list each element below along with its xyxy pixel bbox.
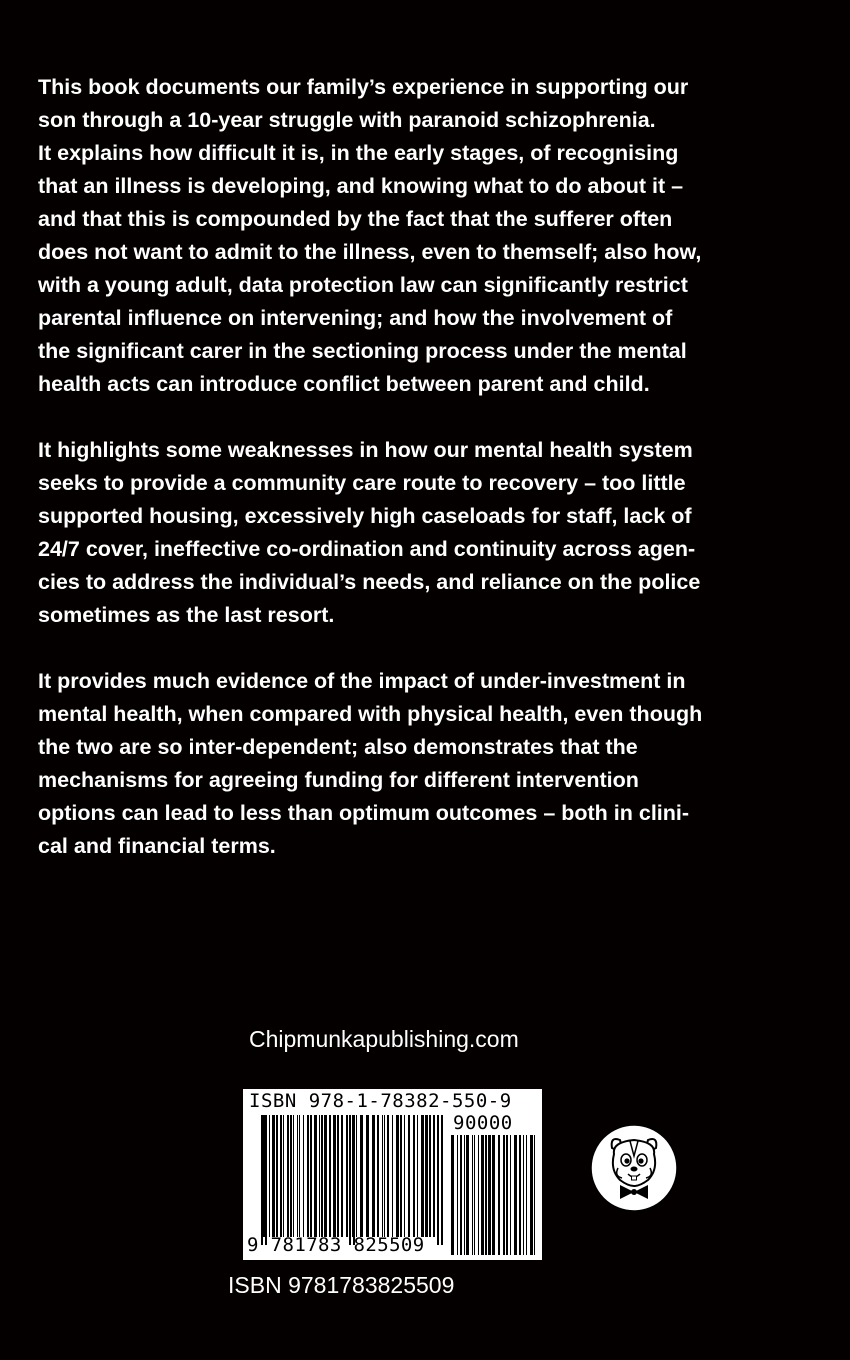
blurb-line: health acts can introduce conflict between parent and child. <box>38 372 650 396</box>
blurb-line: supported housing, excessively high caseloads for staff, lack of <box>38 504 692 528</box>
blurb-line: with a young adult, data protection law can significantly restrict <box>38 273 688 297</box>
blurb-line: the two are so inter-dependent; also demonstrates that the <box>38 735 638 759</box>
blurb-line: It provides much evidence of the impact of under-investment in <box>38 669 686 693</box>
blurb-line: parental influence on intervening; and how the involvement of <box>38 306 673 330</box>
isbn-text: ISBN 9781783825509 <box>228 1272 455 1298</box>
blurb-line: and that this is compounded by the fact that the sufferer often <box>38 207 673 231</box>
blurb-line: does not want to admit to the illness, even to themself; also how, <box>38 240 702 264</box>
blurb-line: that an illness is developing, and knowing what to do about it – <box>38 174 684 198</box>
blurb-line: mental health, when compared with physical health, even though <box>38 702 703 726</box>
blurb-line: cal and financial terms. <box>38 834 276 858</box>
blurb-line: son through a 10-year struggle with paranoid schizophrenia. <box>38 108 656 132</box>
blurb-line: It highlights some weaknesses in how our mental health system <box>38 438 693 462</box>
blurb-paragraph-1 <box>38 71 778 401</box>
barcode-isbn-label: ISBN 978-1-78382-550-9 <box>249 1090 512 1112</box>
isbn-barcode <box>243 1089 542 1260</box>
chipmunk-logo-icon <box>590 1124 678 1212</box>
blurb-line: cies to address the individual’s needs, and reliance on the police <box>38 570 701 594</box>
publisher-website[interactable]: Chipmunkapublishing.com <box>249 1026 519 1052</box>
barcode-digits: 9 781783 825509 <box>247 1234 425 1256</box>
blurb-line: sometimes as the last resort. <box>38 603 335 627</box>
blurb-text <box>38 71 778 896</box>
blurb-line: It explains how difficult it is, in the early stages, of recognising <box>38 141 679 165</box>
blurb-line: mechanisms for agreeing funding for different intervention <box>38 768 639 792</box>
blurb-line: seeks to provide a community care route to recovery – too little <box>38 471 686 495</box>
blurb-line: This book documents our family’s experience in supporting our <box>38 75 689 99</box>
blurb-paragraph-3 <box>38 665 778 863</box>
barcode-addon-number: 90000 <box>453 1112 513 1134</box>
blurb-paragraph-2 <box>38 434 778 632</box>
blurb-line: 24/7 cover, ineffective co-ordination and continuity across agen- <box>38 537 696 561</box>
blurb-line: options can lead to less than optimum outcomes – both in clini- <box>38 801 690 825</box>
blurb-line: the significant carer in the sectioning process under the mental <box>38 339 687 363</box>
